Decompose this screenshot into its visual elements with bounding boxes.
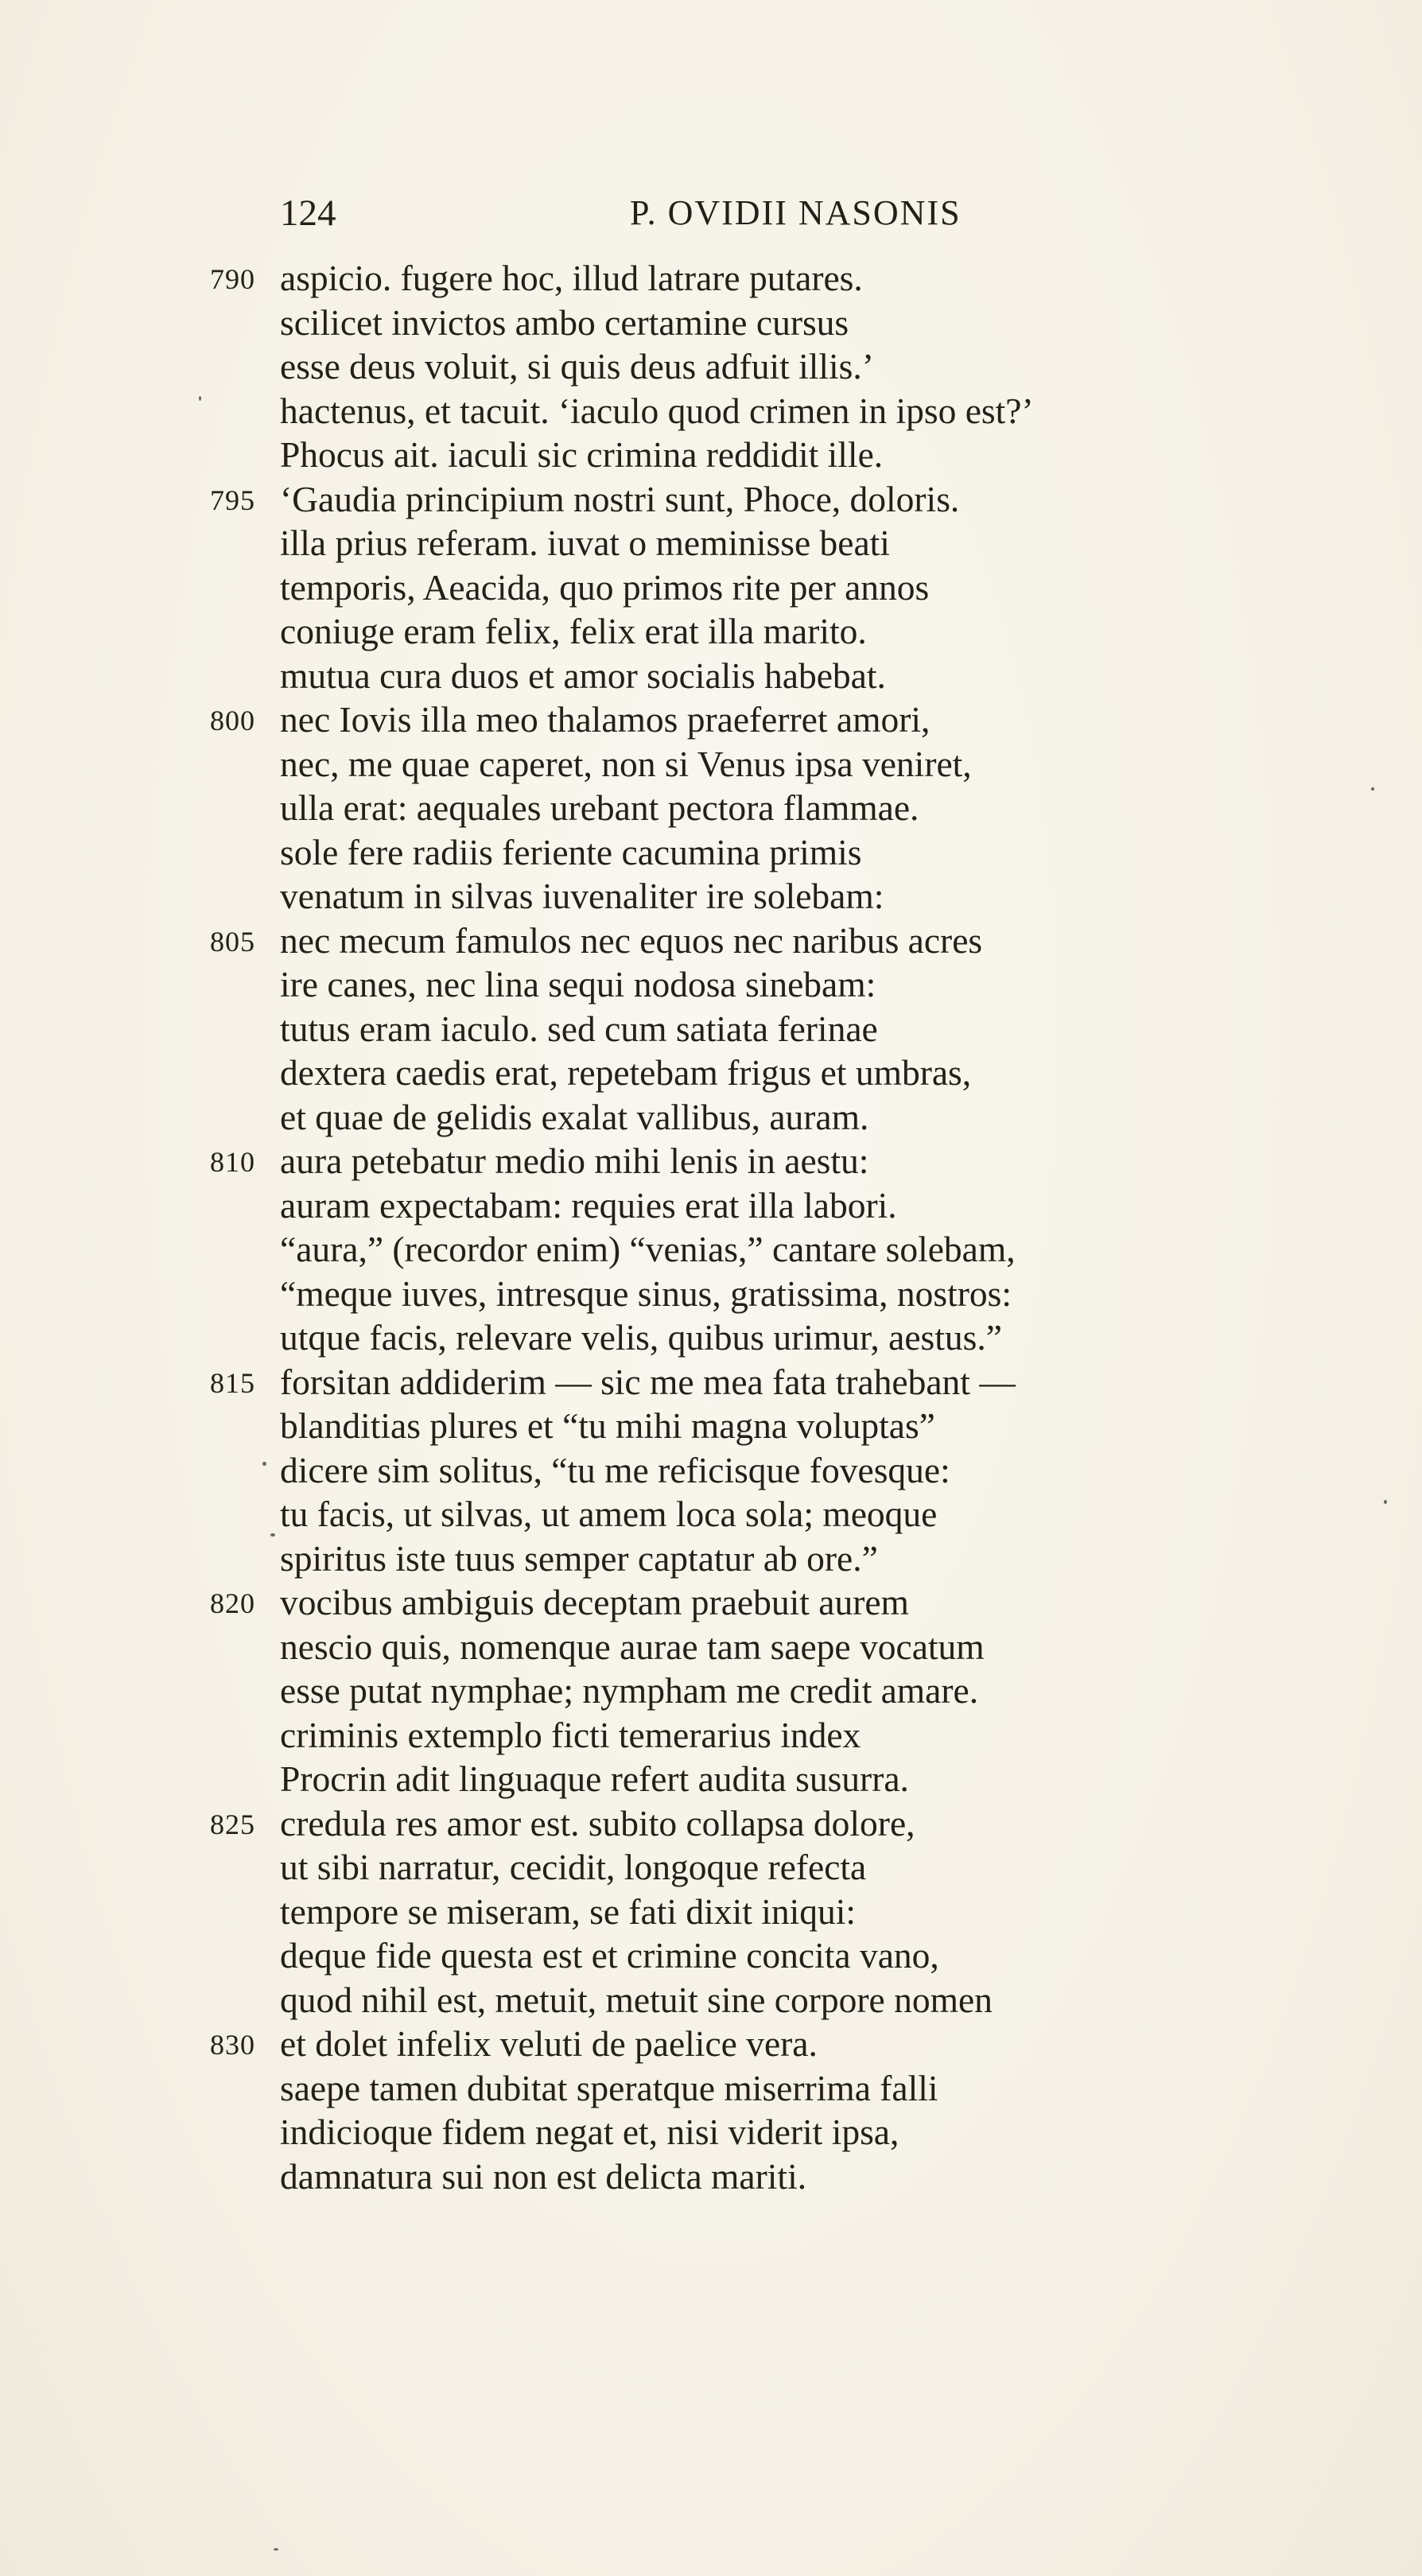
verse-line [280,874,1346,919]
verse-text: aura petebatur medio mihi lenis in aestu: [280,1140,869,1181]
verse-line [280,2110,1346,2154]
line-number: 810 [210,1146,255,1178]
scan-speck [262,1462,266,1466]
verse-line [280,1095,1346,1140]
line-number: 820 [210,1587,255,1619]
running-title: P. OVIDII NASONIS [630,193,962,232]
verse-text: sole fere radiis feriente cacumina primis [280,831,862,872]
verse-text: esse putat nymphae; nympham me credit amare. [280,1670,979,1711]
verse-line [280,344,1346,389]
verse-line [210,2022,1346,2066]
scan-speck [274,2548,278,2551]
verse-text: utque facis, relevare velis, quibus urimur, aestus.” [280,1317,1002,1358]
verse-line [280,654,1346,698]
verse-text: dicere sim solitus, “tu me reficisque fovesque: [280,1449,950,1490]
verse-text: ‘Gaudia principium nostri sunt, Phoce, doloris. [280,478,960,519]
verse-line [280,1537,1346,1581]
line-number: 790 [210,263,255,295]
verse-line [280,389,1346,433]
verse-text: damnatura sui non est delicta mariti. [280,2155,807,2197]
verse-line [280,2066,1346,2111]
verse-line [280,1272,1346,1316]
verse-text: quod nihil est, metuit, metuit sine corpore nomen [280,1979,993,2020]
verse-list [210,256,1346,2198]
line-number: 825 [210,1808,255,1840]
verse-line [210,1580,1346,1625]
verse-text: blanditias plures et “tu mihi magna voluptas” [280,1405,935,1446]
verse-line [210,1801,1346,1846]
line-number: 815 [210,1366,255,1399]
verse-line [280,1448,1346,1493]
verse-text: tempore se miseram, se fati dixit iniqui: [280,1890,857,1932]
verse-text: mutua cura duos et amor socialis habebat. [280,655,886,696]
verse-line [280,1007,1346,1051]
verse-text: credula res amor est. subito collapsa dolore, [280,1802,915,1844]
verse-text: esse deus voluit, si quis deus adfuit illis.’ [280,346,874,387]
verse-text: coniuge eram felix, felix erat illa marito. [280,611,867,651]
scan-speck [270,1533,275,1537]
page-number: 124 [280,192,336,234]
verse-text: indicioque fidem negat et, nisi viderit ipsa, [280,2112,899,2152]
verse-text: vocibus ambiguis deceptam praebuit aurem [280,1582,909,1622]
verse-line [210,1139,1346,1183]
verse-line [280,1933,1346,1978]
verse-line [280,1625,1346,1669]
line-number: 800 [210,705,255,736]
verse-text: forsitan addiderim — sic me mea fata trahebant — [280,1361,1016,1402]
verse-text: nec Iovis illa meo thalamos praeferret amori, [280,699,931,740]
verse-line [280,1183,1346,1228]
verse-text: nec mecum famulos nec equos nec naribus acres [280,919,983,961]
line-number: 805 [210,925,255,958]
verse-text: auram expectabam: requies erat illa labori. [280,1184,897,1226]
verse-text: criminis extemplo ficti temerarius index [280,1714,861,1755]
verse-text: nescio quis, nomenque aurae tam saepe vocatum [280,1626,985,1667]
line-number: 830 [210,2029,255,2061]
verse-line [280,962,1346,1007]
verse-text: ulla erat: aequales urebant pectora flammae. [280,787,919,828]
verse-text: spiritus iste tuus semper captatur ab ore.” [280,1537,878,1579]
verse-line [280,1845,1346,1890]
verse-text: scilicet invictos ambo certamine cursus [280,301,849,343]
verse-text: “aura,” (recordor enim) “venias,” cantare solebam, [280,1229,1016,1269]
verse-text: saepe tamen dubitat speratque miserrima falli [280,2067,938,2108]
page-header [280,188,1012,239]
verse-text: Phocus ait. iaculi sic crimina reddidit ille. [280,434,884,475]
verse-line [280,1492,1346,1537]
verse-line [210,256,1346,301]
verse-text: et quae de gelidis exalat vallibus, auram. [280,1096,869,1137]
verse-text: deque fide questa est et crimine concita vano, [280,1935,939,1976]
verse-text: Procrin adit linguaque refert audita susurra. [280,1758,909,1799]
verse-line [280,609,1346,654]
verse-line [280,301,1346,345]
verse-line [280,742,1346,787]
verse-text: et dolet infelix veluti de paelice vera. [280,2023,818,2064]
verse-text: tutus eram iaculo. sed cum satiata ferinae [280,1008,878,1049]
verse-text: dextera caedis erat, repetebam frigus et umbras, [280,1052,972,1093]
verse-line [280,1404,1346,1448]
verse-line [280,830,1346,875]
verse-line [280,565,1346,610]
verse-line [280,1051,1346,1095]
verse-line [280,521,1346,565]
verse-text: temporis, Aeacida, quo primos rite per annos [280,566,930,608]
verse-line [210,1360,1346,1405]
verse-text: aspicio. fugere hoc, illud latrare putares. [280,258,863,298]
verse-line [280,1227,1346,1272]
verse-text: nec, me quae caperet, non si Venus ipsa veniret, [280,743,972,784]
verse-text: hactenus, et tacuit. ‘iaculo quod crimen in ipso est?’ [280,390,1034,431]
verse-line [280,1315,1346,1360]
verse-line [280,1757,1346,1801]
verse-line [280,1669,1346,1713]
verse-line [280,1978,1346,2022]
verse-line [280,433,1346,477]
scan-speck [1371,787,1374,791]
verse-line [210,697,1346,742]
verse-line [280,1713,1346,1758]
scan-speck [199,396,201,401]
verse-line [210,477,1346,522]
verse-line [210,919,1346,963]
line-number: 795 [210,484,255,516]
verse-line [280,1890,1346,1934]
scan-speck [1384,1500,1387,1504]
verse-text: venatum in silvas iuvenaliter ire solebam: [280,876,884,916]
verse-text: illa prius referam. iuvat o meminisse beati [280,523,890,563]
verse-line [280,2154,1346,2199]
verse-text: ire canes, nec lina sequi nodosa sinebam: [280,964,876,1004]
verse-line [280,786,1346,830]
verse-text: tu facis, ut silvas, ut amem loca sola; meoque [280,1494,938,1534]
verse-text: ut sibi narratur, cecidit, longoque refecta [280,1847,867,1887]
verse-text: “meque iuves, intresque sinus, gratissima, nostros: [280,1272,1012,1314]
